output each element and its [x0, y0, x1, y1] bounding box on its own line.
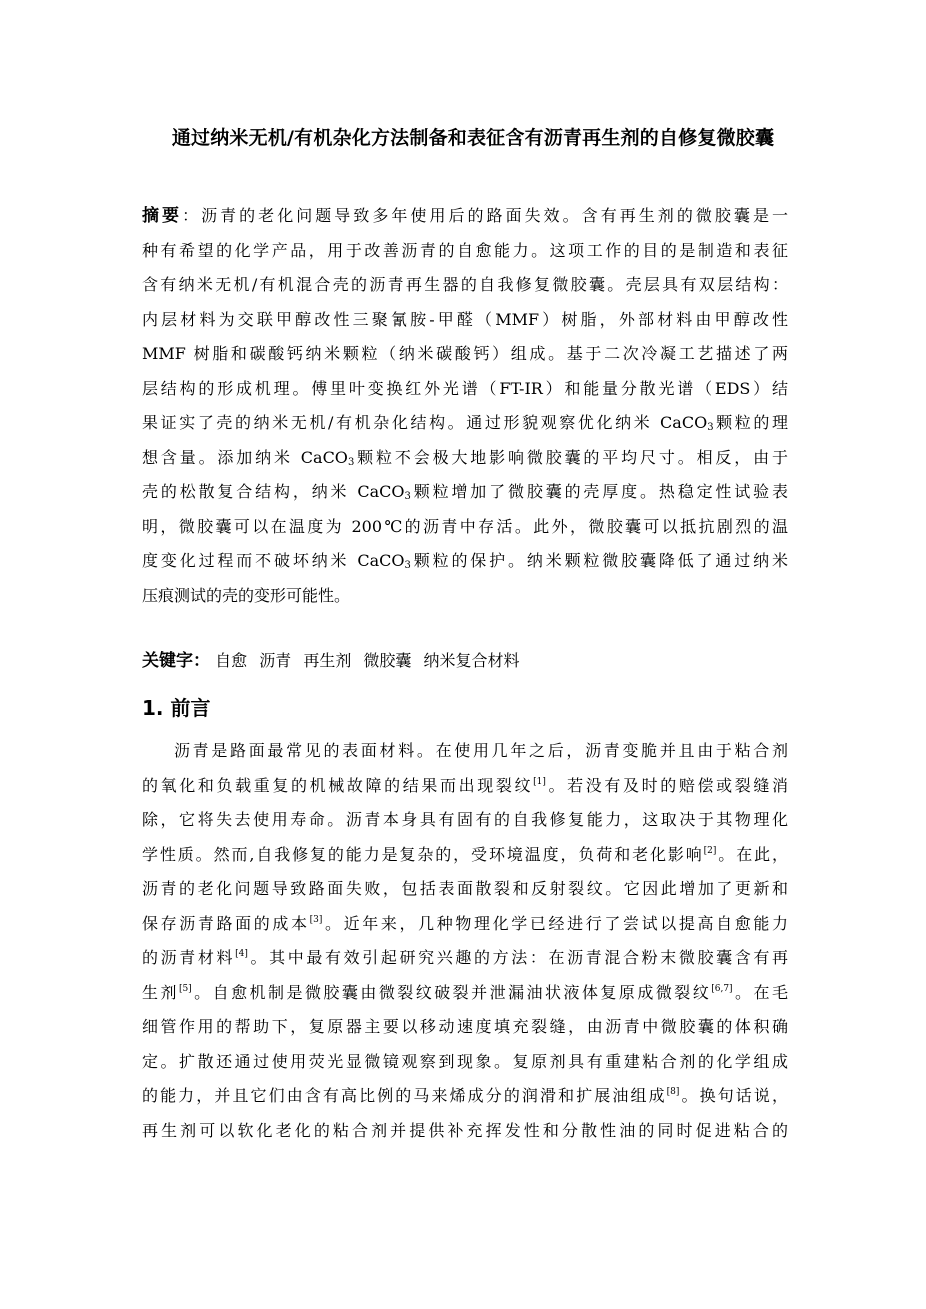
abstract-line: 明，微胶囊可以在温度为 200℃的沥青中存活。此外，微胶囊可以抵抗剧烈的温	[142, 516, 788, 536]
body-line: 生剂[5]。自愈机制是微胶囊由微裂纹破裂并泄漏油状液体复原成微裂纹[6,7]。在毛	[142, 982, 788, 1002]
body-line: 学性质。然而,自我修复的能力是复杂的，受环境温度，负荷和老化影响[2]。在此，	[142, 844, 788, 864]
abstract-line: 内层材料为交联甲醇改性三聚氰胺-甲醛（MMF）树脂，外部材料由甲醇改性	[142, 309, 788, 329]
citation: [3]	[309, 914, 323, 925]
abstract-line: MMF 树脂和碳酸钙纳米颗粒（纳米碳酸钙）组成。基于二次冷凝工艺描述了两	[142, 344, 788, 363]
abstract-line: 度变化过程而不破坏纳米 CaCO$_3$颗粒的保护。纳米颗粒微胶囊降低了通过纳米	[142, 551, 788, 571]
body-line: 除，它将失去使用寿命。沥青本身具有固有的自我修复能力，这取决于其物理化	[142, 810, 788, 829]
citation: [2]	[703, 845, 717, 856]
intro-paragraph	[142, 734, 788, 1148]
citation: [1]	[533, 776, 546, 787]
citation: [8]	[666, 1087, 680, 1097]
citation: [5]	[178, 983, 192, 994]
keyword: 自愈	[215, 651, 248, 670]
body-line: 的能力，并且它们由含有高比例的马来烯成分的润滑和扩展油组成[8]。换句话说，	[142, 1086, 788, 1105]
abstract-label: 摘要	[142, 206, 183, 226]
body-line: 的沥青材料[4]。其中最有效引起研究兴趣的方法：在沥青混合粉末微胶囊含有再	[142, 948, 788, 967]
body-line: 保存沥青路面的成本[3]。近年来，几种物理化学已经进行了尝试以提高自愈能力	[142, 913, 788, 933]
abstract-colon: ：	[182, 206, 202, 225]
abstract-line: 层结构的形成机理。傅里叶变换红外光谱（FT-IR）和能量分散光谱（EDS）结	[142, 378, 788, 398]
body-line: 细管作用的帮助下，复原器主要以移动速度填充裂缝，由沥青中微胶囊的体积确	[142, 1017, 788, 1036]
body-line: 沥青的老化问题导致路面失败，包括表面散裂和反射裂纹。它因此增加了更新和	[142, 879, 788, 898]
paper-title: 通过纳米无机/有机杂化方法制备和表征含有沥青再生剂的自修复微胶囊	[171, 127, 775, 149]
section-title: 前言	[170, 696, 211, 720]
keywords-row	[142, 646, 527, 676]
abstract-line: 壳的松散复合结构，纳米 CaCO$_3$颗粒增加了微胶囊的壳厚度。热稳定性试验表	[142, 482, 788, 502]
body-line: 再生剂可以软化老化的粘合剂并提供补充挥发性和分散性油的同时促进粘合的	[142, 1120, 788, 1140]
subscript: 3	[707, 422, 714, 433]
abstract-line: 果证实了壳的纳米无机/有机杂化结构。通过形貌观察优化纳米 CaCO$_3$颗粒的理	[142, 413, 788, 433]
keyword: 沥青	[259, 651, 292, 670]
body-line: 定。扩散还通过使用荧光显微镜观察到现象。复原剂具有重建粘合剂的化学组成	[142, 1051, 788, 1071]
body-line: 的氧化和负载重复的机械故障的结果而出现裂纹[1]。若没有及时的赔偿或裂缝消	[142, 775, 788, 795]
subscript: 3	[404, 491, 411, 502]
section-heading	[142, 690, 210, 726]
citation: [6,7]	[711, 983, 733, 994]
keyword: 再生剂	[303, 651, 352, 670]
abstract-line: 压痕测试的壳的变形可能性。	[142, 585, 351, 605]
keyword: 纳米复合材料	[423, 651, 520, 670]
abstract-line: 想含量。添加纳米 CaCO$_3$颗粒不会极大地影响微胶囊的平均尺寸。相反，由于	[142, 447, 788, 468]
abstract-section	[142, 199, 788, 613]
abstract-line: 摘要：沥青的老化问题导致多年使用后的路面失效。含有再生剂的微胶囊是一	[142, 206, 788, 226]
subscript: 3	[347, 456, 355, 468]
keywords-label: 关键字：	[142, 651, 210, 671]
abstract-line: 含有纳米无机/有机混合壳的沥青再生器的自我修复微胶囊。壳层具有双层结构：	[142, 275, 788, 294]
body-line: 沥青是路面最常见的表面材料。在使用几年之后，沥青变脆并且由于粘合剂	[174, 741, 788, 760]
keyword: 微胶囊	[363, 651, 412, 670]
subscript: 3	[404, 560, 411, 571]
abstract-line: 种有希望的化学产品，用于改善沥青的自愈能力。这项工作的目的是制造和表征	[142, 240, 788, 260]
citation: [4]	[235, 949, 248, 959]
section-number: 1.	[142, 696, 164, 720]
